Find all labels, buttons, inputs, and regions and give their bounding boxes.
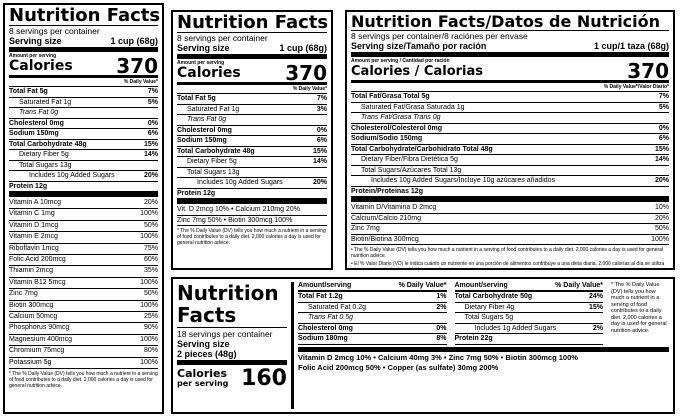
- nutrient-row: [298, 324, 447, 335]
- nutrient-daily-value: [156, 108, 158, 118]
- amount-per-serving: Amount per serving: [177, 60, 225, 66]
- nutrient-name: Trans Fat 0.5g: [308, 314, 354, 321]
- nutrient-daily-value: 6%: [658, 135, 669, 142]
- serving-size-value: 2 pieces (48g): [177, 349, 237, 359]
- nutrient-daily-value: 0%: [316, 126, 327, 134]
- nutrient-name: Dietary Fiber/Fibra Dietética 5g: [361, 156, 458, 163]
- serving-size-label: Serving size: [9, 36, 62, 46]
- nutrient-daily-value: 20%: [143, 172, 158, 179]
- right-body: [294, 282, 669, 409]
- micronutrient-row: [9, 278, 158, 289]
- nutrition-panel-simplified: [171, 10, 333, 270]
- calories-label: Calories: [9, 58, 73, 74]
- micronutrient-name: Biotin/Biotina 300mcg: [351, 235, 419, 243]
- micronutrient-daily-value: 100%: [140, 233, 158, 241]
- micronutrient-list: [351, 203, 669, 245]
- nutrient-column-left: [298, 282, 447, 345]
- nutrient-name: Includes 10g Added Sugars/Incluye 10g azúcares añadidos: [371, 177, 556, 184]
- nutrient-daily-value: 6%: [147, 130, 158, 137]
- nutrient-name: Cholesterol 0mg: [177, 126, 232, 134]
- nutrient-name: Saturated Fat 1g: [187, 105, 240, 113]
- footnote: * The % Daily Value (DV) tells you how much a nutrient in a serving of food contributes to a daily diet. 2,000 calories a day is used for general nutrition advice.: [9, 371, 158, 390]
- nutrient-daily-value: 3%: [316, 105, 327, 113]
- serving-size-value: 1 cup (68g): [110, 36, 158, 46]
- nutrient-name: Total Sugars 13g: [19, 161, 72, 169]
- nutrient-daily-value: 5%: [658, 103, 669, 111]
- micronutrient-row: [9, 244, 158, 255]
- nutrient-row: [9, 140, 158, 151]
- serving-size: [9, 36, 158, 46]
- micronutrient-name: Riboflavin 1mcg: [9, 244, 59, 252]
- nutrient-daily-value: 7%: [316, 95, 327, 102]
- nutrient-daily-value: [325, 115, 327, 125]
- micronutrient-row: [9, 198, 158, 209]
- serving-size: [351, 41, 669, 51]
- micronutrient-daily-value: 20%: [654, 214, 669, 222]
- serving-size-value: 1 cup (68g): [279, 43, 327, 53]
- calories-label: Calories: [177, 366, 228, 380]
- amount-per-serving: Amount per serving: [9, 53, 57, 59]
- panel-title: Nutrition Facts: [177, 12, 329, 33]
- footnote-english: • The % Daily Value (DV) tells you how much a nutrient in a serving of food contributes to a daily diet. 2,000 calories a day is used for general nutrition advice.: [351, 247, 664, 259]
- micronutrient-line: Vit. D 2mcg 10% • Calcium 210mg 20%: [177, 205, 327, 216]
- nutrient-name: Sodium 150mg: [177, 137, 227, 144]
- micronutrient-daily-value: 100%: [140, 358, 158, 366]
- nutrient-row: [9, 98, 158, 109]
- nutrient-list: [351, 92, 669, 197]
- micronutrient-daily-value: 50%: [143, 290, 158, 298]
- nutrient-name: Protein 12g: [177, 189, 216, 197]
- nutrient-daily-value: [667, 187, 669, 197]
- nutrient-list: [9, 87, 158, 192]
- nutrient-row: [298, 303, 447, 314]
- calories-label: Calories / Calorias: [351, 64, 483, 79]
- calories-value: 370: [116, 54, 158, 78]
- nutrient-name: Includes 1g Added Sugars: [474, 324, 557, 332]
- nutrient-name: Sodium/Sodio 150mg: [351, 135, 423, 142]
- nutrient-name: Trans Fat/Grasa Trans 0g: [361, 114, 441, 121]
- footnote: * The % Daily Value (DV) tells you how much a nutrient in a serving of food contributes to a daily diet. 2,000 calories a day is used for general nutrition advice.: [611, 282, 667, 334]
- nutrient-name: Total Fat 5g: [9, 88, 48, 95]
- nutrient-daily-value: 1%: [436, 293, 447, 300]
- servings-per-container: 8 servings per container: [177, 33, 268, 43]
- column-header: Amount/serving % Daily Value*: [298, 282, 447, 292]
- nutrition-panel-full: [3, 3, 164, 414]
- nutrient-row: [351, 155, 669, 166]
- nutrient-row: [177, 157, 327, 168]
- nutrient-name: Total Sugars 13g: [187, 168, 240, 176]
- nutrient-name: Includes 10g Added Sugars: [29, 172, 115, 179]
- left-header-column: [177, 282, 294, 409]
- nutrient-row: [351, 92, 669, 103]
- nutrient-row: [177, 105, 327, 116]
- nutrient-row: [298, 313, 447, 324]
- micronutrient-list: [9, 198, 158, 369]
- nutrient-row: [177, 115, 327, 126]
- micronutrient-daily-value: 100%: [140, 335, 158, 343]
- micronutrient-row: [9, 221, 158, 232]
- nutrient-daily-value: 15%: [143, 140, 158, 148]
- micronutrient-daily-value: 35%: [143, 267, 158, 275]
- nutrient-name: Protein/Proteinas 12g: [351, 187, 423, 195]
- micronutrient-name: Vitamin A 10mcg: [9, 199, 62, 206]
- nutrient-name: Saturated Fat/Grasa Saturada 1g: [361, 103, 465, 111]
- micronutrient-name: Phosphorus 90mcg: [9, 324, 70, 332]
- nutrient-row: [9, 182, 158, 193]
- nutrient-list: [177, 94, 327, 199]
- nutrient-daily-value: 15%: [312, 147, 327, 155]
- nutrient-name: Includes 10g Added Sugars: [197, 179, 283, 186]
- nutrient-daily-value: 20%: [312, 179, 327, 186]
- nutrient-row: [455, 292, 604, 303]
- micronutrient-row: [351, 235, 669, 246]
- panel-title-line-1: Nutrition: [177, 281, 279, 305]
- micronutrient-row: [9, 312, 158, 323]
- micronutrient-name: Thiamin 2mcg: [9, 267, 53, 275]
- amount-per-serving: Amount per serving / Cantidad por ración: [351, 58, 450, 64]
- micronutrient-row: [351, 224, 669, 235]
- servings-per-container: 18 servings per container: [177, 329, 273, 339]
- nutrient-name: Dietary Fiber 5g: [19, 151, 69, 158]
- micronutrient-row: [9, 209, 158, 220]
- nutrient-name: Total Carbohydrate/Carbohidrato Total 48g: [351, 145, 493, 153]
- micronutrient-daily-value: 20%: [143, 199, 158, 206]
- per-serving-label: per serving: [177, 378, 229, 388]
- panel-title-line-2: Facts: [177, 303, 237, 327]
- nutrient-name: Trans Fat 0g: [19, 109, 59, 116]
- nutrient-daily-value: 24%: [588, 293, 603, 300]
- micronutrient-name: Folic Acid 200mcg: [9, 256, 66, 264]
- daily-value-header: % Daily Value*: [177, 86, 327, 94]
- nutrient-row: [9, 87, 158, 98]
- serving-size-label: Serving size/Tamaño por ración: [351, 41, 487, 51]
- nutrient-name: Cholesterol 0mg: [9, 119, 64, 127]
- nutrient-row: [455, 303, 604, 314]
- nutrient-daily-value: 7%: [658, 93, 669, 100]
- micronutrient-row: [9, 232, 158, 243]
- micronutrient-daily-value: 100%: [140, 210, 158, 218]
- nutrient-daily-value: 20%: [654, 177, 669, 184]
- micronutrient-name: Vitamin B12 5mcg: [9, 278, 66, 286]
- nutrient-column-right: [455, 282, 604, 345]
- nutrient-name: Protein 12g: [9, 182, 48, 190]
- micronutrient-name: Calcium/Calcio 210mg: [351, 214, 422, 222]
- nutrient-name: Saturated Fat 0.2g: [308, 303, 366, 311]
- nutrient-daily-value: [156, 182, 158, 192]
- micronutrient-line: Zinc 7mg 50% • Biotin 300mcg 100%: [177, 216, 327, 227]
- nutrient-name: Dietary Fiber 4g: [464, 303, 515, 311]
- nutrient-daily-value: 0%: [147, 119, 158, 127]
- micronutrient-name: Vitamin E 2mcg: [9, 233, 58, 241]
- nutrient-name: Total Sugars/Azúcares Total 13g: [361, 166, 462, 174]
- micronutrient-row: [9, 323, 158, 334]
- nutrient-row: [298, 292, 447, 303]
- daily-value-header: % Daily Value*: [9, 79, 158, 87]
- nutrient-daily-value: 15%: [654, 145, 669, 153]
- micronutrient-daily-value: 80%: [143, 347, 158, 355]
- nutrient-daily-value: 0%: [658, 124, 669, 132]
- nutrient-name: Total Fat/Grasa Total 5g: [351, 93, 430, 100]
- nutrient-row: [351, 134, 669, 145]
- nutrient-row: [9, 108, 158, 119]
- micronutrient-name: Chromium 75mcg: [9, 347, 65, 355]
- nutrient-name: Total Carbohydrate 48g: [9, 140, 87, 148]
- micronutrient-row: [9, 346, 158, 357]
- micronutrient-daily-value: 10%: [654, 204, 669, 211]
- nutrient-row: [9, 119, 158, 130]
- nutrient-daily-value: 2%: [436, 303, 447, 311]
- serving-size-value: 1 cup/1 taza (68g): [593, 41, 669, 51]
- nutrient-name: Total Fat 5g: [177, 95, 216, 102]
- nutrient-daily-value: [601, 313, 603, 323]
- calories-value: 370: [627, 59, 669, 83]
- micronutrient-row: [351, 214, 669, 225]
- micronutrient-name: Zinc 7mg: [9, 290, 38, 298]
- micronutrient-row: [9, 358, 158, 369]
- servings-per-container: 8 servings per container: [9, 26, 100, 36]
- nutrient-daily-value: 14%: [654, 156, 669, 163]
- micronutrient-row: [9, 289, 158, 300]
- panel-title: Nutrition Facts: [9, 5, 161, 26]
- micronutrient-daily-value: 100%: [140, 301, 158, 309]
- nutrient-daily-value: 2%: [592, 324, 603, 332]
- nutrient-row: [298, 334, 447, 345]
- nutrient-daily-value: 8%: [436, 335, 447, 342]
- nutrient-name: Trans Fat 0g: [187, 116, 227, 123]
- panel-title: Nutrition Facts/Datos de Nutrición: [351, 12, 661, 31]
- nutrient-row: [351, 176, 669, 187]
- nutrient-name: Sodium 150mg: [9, 130, 59, 137]
- calories-row: [177, 366, 287, 391]
- nutrient-daily-value: [601, 334, 603, 344]
- nutrition-panel-bilingual: [345, 10, 675, 270]
- micronutrient-name: Vitamin C 1mg: [9, 210, 55, 218]
- nutrient-row: [351, 113, 669, 124]
- micronutrient-row: [9, 335, 158, 346]
- nutrient-name: Total Carbohydrate 50g: [454, 293, 533, 300]
- nutrient-daily-value: 14%: [312, 158, 327, 165]
- nutrient-row: [9, 129, 158, 140]
- nutrient-name: Total Carbohydrate 48g: [177, 147, 255, 155]
- nutrient-row: [455, 334, 604, 345]
- servings-per-container: 8 servings per container/8 raciónes per envase: [351, 31, 528, 41]
- nutrient-daily-value: 6%: [316, 137, 327, 144]
- nutrient-row: [351, 124, 669, 135]
- nutrient-daily-value: [667, 166, 669, 176]
- micronutrient-name: Vitamin D/Vitamina D 2mcg: [351, 204, 437, 211]
- nutrient-daily-value: 0%: [436, 324, 447, 332]
- micronutrient-daily-value: 60%: [143, 256, 158, 264]
- nutrient-name: Saturated Fat 1g: [19, 98, 72, 106]
- footnote: * The % Daily Value (DV) tells you how much a nutrient in a serving of food contributes to a daily diet. 2,000 calories a day is used for general nutrition advice.: [177, 228, 326, 246]
- micronutrient-name: Biotin 300mcg: [9, 301, 54, 309]
- nutrient-row: [177, 126, 327, 137]
- column-header: Amount/serving % Daily Value*: [455, 282, 604, 292]
- nutrient-row: [177, 168, 327, 179]
- micronutrient-daily-value: 100%: [140, 278, 158, 286]
- nutrient-name: Sodium 180mg: [298, 335, 348, 342]
- nutrition-panel-tabular: [171, 277, 675, 414]
- nutrient-daily-value: 7%: [147, 88, 158, 95]
- footnote-spanish: • El % Valor Diario (VD) le indica cuánto un nutriente en una porción de alimentos contribuye a una dieta diaria. 2,000 calorías al día se utiliza para asesoramiento de nutrición general.: [351, 261, 665, 270]
- micronutrient-daily-value: 25%: [143, 313, 158, 321]
- micronutrient-daily-value: 75%: [143, 244, 158, 252]
- nutrient-row: [351, 145, 669, 156]
- nutrient-row: [177, 189, 327, 200]
- micronutrient-name: Magnesium 400mcg: [9, 335, 73, 343]
- micronutrient-line: Vitamin D 2mcg 10% • Calcium 40mg 3% • Zinc 7mg 50% • Biotin 300mcg 100%: [298, 352, 578, 362]
- micronutrient-daily-value: 50%: [654, 225, 669, 232]
- micronutrient-daily-value: 90%: [143, 324, 158, 332]
- nutrient-daily-value: [156, 161, 158, 171]
- micronutrient-daily-value: 50%: [143, 221, 158, 229]
- nutrient-daily-value: 5%: [147, 98, 158, 106]
- nutrient-daily-value: 15%: [588, 303, 603, 311]
- calories-value: 370: [285, 61, 327, 85]
- nutrient-name: Cholesterol/Colesterol 0mg: [351, 124, 443, 132]
- micronutrient-daily-value: 100%: [651, 235, 669, 243]
- daily-value-header: % Daily Value*/Valor Diario*: [351, 84, 669, 92]
- nutrient-row: [455, 313, 604, 324]
- nutrient-row: [351, 103, 669, 114]
- nutrient-name: Cholesterol 0mg: [298, 324, 353, 332]
- serving-size: [177, 43, 327, 53]
- nutrient-row: [177, 136, 327, 147]
- nutrient-daily-value: [445, 313, 447, 323]
- nutrient-row: [9, 171, 158, 182]
- micronutrient-name: Potassium 5g: [9, 358, 52, 366]
- nutrient-name: Dietary Fiber 5g: [187, 158, 237, 165]
- micronutrient-name: Vitamin D 1mcg: [9, 221, 59, 229]
- nutrient-daily-value: [325, 168, 327, 178]
- micronutrient-row: [9, 266, 158, 277]
- nutrient-row: [455, 324, 604, 335]
- micronutrient-row: [351, 203, 669, 214]
- nutrient-row: [351, 166, 669, 177]
- nutrient-row: [9, 161, 158, 172]
- nutrient-row: [177, 94, 327, 105]
- serving-size-label: Serving size: [177, 339, 230, 349]
- calories-value: 160: [241, 366, 287, 391]
- calories-label: Calories: [177, 65, 241, 81]
- nutrient-row: [177, 147, 327, 158]
- nutrient-name: Total Sugars 5g: [464, 314, 514, 321]
- nutrient-daily-value: 14%: [143, 151, 158, 158]
- nutrient-daily-value: [667, 113, 669, 123]
- micronutrient-row: [9, 301, 158, 312]
- micronutrient-row: [9, 255, 158, 266]
- nutrient-daily-value: [325, 189, 327, 199]
- serving-size-label: Serving size: [177, 43, 230, 53]
- micronutrient-name: Zinc 7mg: [351, 225, 380, 232]
- micronutrient-line: Folic Acid 200mcg 50% • Copper (as sulfate) 30mg 200%: [298, 362, 499, 372]
- nutrient-row: [351, 187, 669, 198]
- nutrient-row: [9, 150, 158, 161]
- nutrient-row: [177, 178, 327, 189]
- micronutrient-name: Calcium 50mcg: [9, 313, 58, 321]
- nutrient-name: Total Fat 1.2g: [298, 293, 343, 300]
- nutrient-name: Protein 22g: [454, 335, 493, 342]
